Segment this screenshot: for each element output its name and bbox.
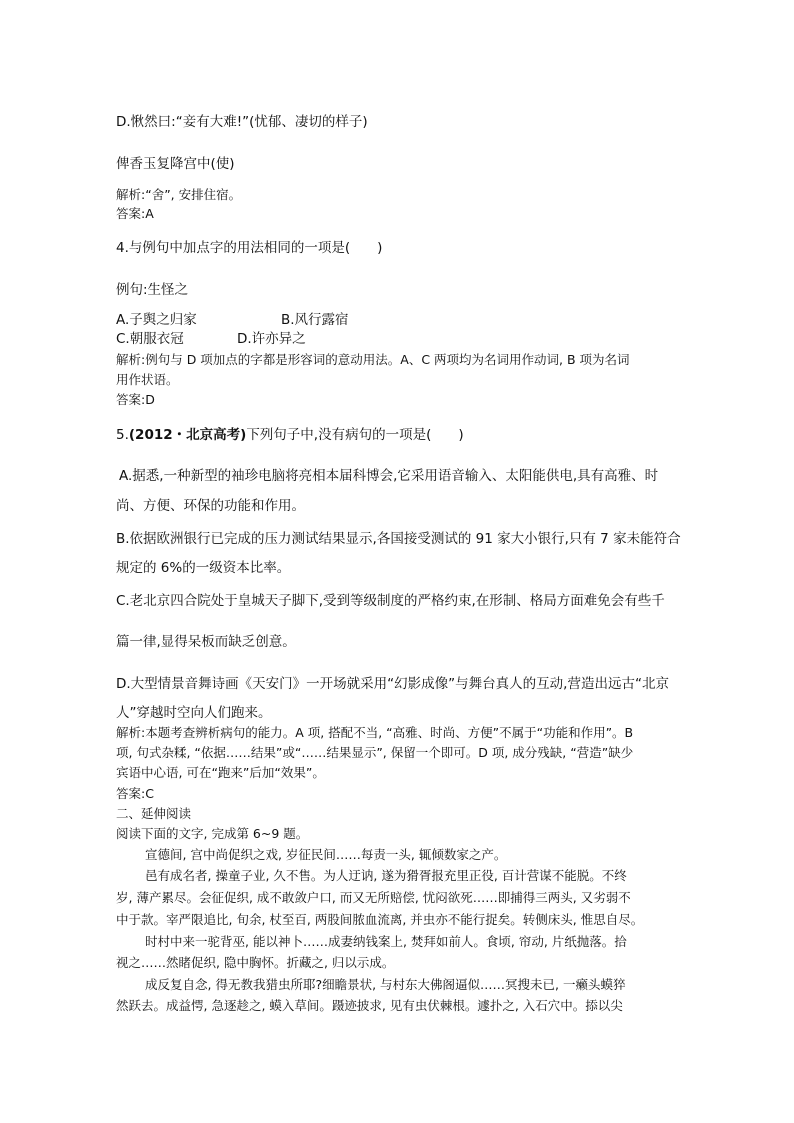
- q5-stem: [116, 423, 464, 443]
- passage-line: 然跃去。成益愕, 急逐趁之, 蟆入草间。蹑迹披求, 见有虫伏棘根。遽扑之, 入石穴中。掭以尖: [116, 998, 623, 1013]
- q5-option-b-line2: 规定的 6%的一级资本比率。: [116, 560, 291, 576]
- q5-analysis-line1: [116, 723, 633, 741]
- passage-line: 视之……然睹促织, 隐中胸怀。折藏之, 归以示成。: [116, 955, 395, 970]
- passage-line: 中于款。宰严限追比, 旬余, 杖至百, 两股间脓血流离, 并虫亦不能行捉矣。转侧床头, 惟思自尽。: [116, 912, 644, 927]
- analysis-text: :“舍”, 安排住宿。: [141, 187, 242, 202]
- passage-line: 邑有成名者, 操童子业, 久不售。为人迂讷, 遂为猾胥报充里正役, 百计营谋不能脱。不终: [145, 868, 627, 883]
- q4-option-b: B.风行露宿: [281, 312, 349, 328]
- analysis-label: 解析: [116, 352, 142, 367]
- reading-instruction: 阅读下面的文字, 完成第 6~9 题。: [116, 826, 309, 841]
- q4-option-d: D.许亦异之: [237, 331, 306, 347]
- q5-stem-text: 下列句子中,没有病句的一项是( ): [246, 427, 464, 443]
- analysis-label: 解析: [116, 187, 142, 202]
- q5-option-a-line1: A.据悉,一种新型的袖珍电脑将亮相本届科博会,它采用语音输入、太阳能供电,具有高雅、时: [119, 468, 659, 484]
- q4-analysis-line2: 用作状语。: [116, 372, 179, 387]
- analysis-text: :本题考查辨析病句的能力。A 项, 搭配不当, “高雅、时尚、方便”不属于“功能和作用”。B: [141, 725, 634, 740]
- q5-option-d-line2: 人”穿越时空向人们跑来。: [116, 705, 272, 721]
- q4-stem: 4.与例句中加点字的用法相同的一项是( ): [116, 240, 383, 256]
- q5-option-c-line2: 篇一律,显得呆板而缺乏创意。: [116, 634, 296, 650]
- analysis-text: :例句与 D 项加点的字都是形容词的意动用法。A、C 两项均为名词用作动词, B 项为名词: [141, 352, 630, 367]
- q5-number: 5.: [116, 427, 129, 443]
- answer-label: 答案: [116, 392, 142, 407]
- q4-option-a: A.子舆之归家: [116, 312, 197, 328]
- q3-analysis: [116, 185, 241, 203]
- q4-answer: [116, 390, 155, 408]
- q5-analysis-line2: 项, 句式杂糅, “依据……结果”或“……结果显示”, 保留一个即可。D 项, 成分残缺, “营造”缺少: [116, 745, 634, 760]
- q5-option-d-line1: D.大型情景音舞诗画《天安门》一开场就采用“幻影成像”与舞台真人的互动,营造出远古“北京: [116, 676, 669, 692]
- passage-line: 宣德间, 宫中尚促织之戏, 岁征民间……每责一头, 辄倾数家之产。: [145, 847, 507, 862]
- q5-option-a-line2: 尚、方便、环保的功能和作用。: [116, 498, 305, 514]
- q4-analysis-line1: [116, 350, 630, 368]
- q3-answer: [116, 204, 154, 222]
- q3-option-d: D.愀然曰:“妾有大难!”(忧郁、凄切的样子): [116, 114, 368, 130]
- q4-example: 例句:生怪之: [116, 282, 189, 298]
- answer-text: :C: [141, 786, 154, 801]
- passage-line: 成反复自念, 得无教我猎虫所耶?细瞻景状, 与村东大佛阁逼似……冥搜未已, 一癞头蟆猝: [145, 977, 626, 992]
- q4-option-c: C.朝服衣冠: [116, 331, 184, 347]
- answer-label: 答案: [116, 786, 142, 801]
- passage-line: 岁, 薄产累尽。会征促织, 成不敢敛户口, 而又无所赔偿, 忧闷欲死……即捕得三两头, 又劣弱不: [116, 890, 631, 905]
- analysis-label: 解析: [116, 725, 142, 740]
- answer-text: :D: [141, 392, 155, 407]
- q5-option-b-line1: B.依据欧洲银行已完成的压力测试结果显示,各国接受测试的 91 家大小银行,只有 7 家未能符合: [116, 531, 681, 547]
- q5-source: (2012・北京高考): [128, 427, 247, 443]
- answer-label: 答案: [116, 206, 142, 221]
- q5-answer: [116, 784, 154, 802]
- q3-example: 俾香玉复降宫中(使): [116, 156, 235, 172]
- section-heading: 二、延伸阅读: [116, 806, 192, 821]
- q5-analysis-line3: 宾语中心语, 可在“跑来”后加“效果”。: [116, 765, 325, 780]
- passage-line: 时村中来一驼背巫, 能以神卜……成妻纳钱案上, 焚拜如前人。食顷, 帘动, 片纸抛落。拾: [145, 934, 627, 949]
- q5-option-c-line1: C.老北京四合院处于皇城天子脚下,受到等级制度的严格约束,在形制、格局方面难免会有些千: [116, 593, 665, 609]
- answer-text: :A: [141, 206, 154, 221]
